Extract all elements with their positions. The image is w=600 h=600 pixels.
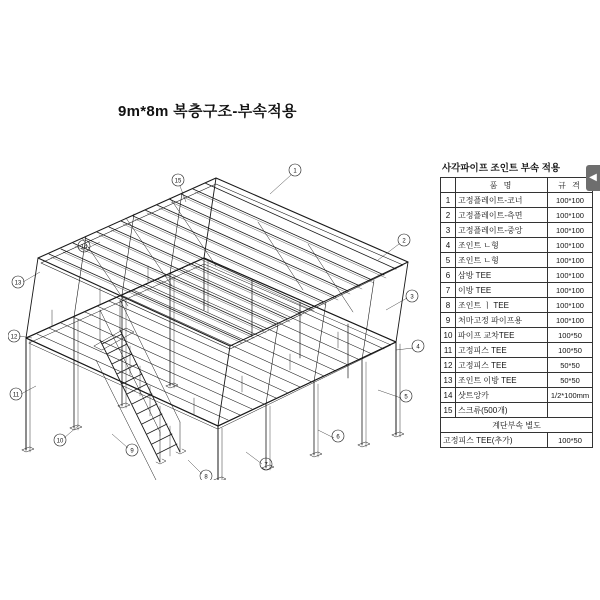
row-spec: 100*50	[548, 328, 593, 343]
column-header-spec: 규 격	[548, 178, 593, 193]
svg-text:8: 8	[204, 474, 208, 480]
row-name: 조인트 ㄴ형	[456, 253, 548, 268]
svg-text:7: 7	[264, 462, 268, 469]
row-name: 고정플레이트-측면	[456, 208, 548, 223]
column-header-name: 품 명	[456, 178, 548, 193]
row-spec: 100*100	[548, 208, 593, 223]
row-spec	[548, 403, 593, 418]
svg-text:2: 2	[402, 238, 406, 245]
row-no: 8	[441, 298, 456, 313]
table-row	[441, 358, 593, 373]
row-spec: 1/2*100mm	[548, 388, 593, 403]
row-no: 3	[441, 223, 456, 238]
table-row	[441, 388, 593, 403]
row-spec: 100*50	[548, 343, 593, 358]
table-row	[441, 403, 593, 418]
row-no: 11	[441, 343, 456, 358]
row-name: 삼방 TEE	[456, 268, 548, 283]
svg-text:14: 14	[80, 244, 88, 251]
row-spec: 100*100	[548, 283, 593, 298]
table-row	[441, 313, 593, 328]
footer-row-spec: 100*50	[548, 433, 593, 448]
row-no: 12	[441, 358, 456, 373]
table-row	[441, 343, 593, 358]
table-row	[441, 193, 593, 208]
row-no: 7	[441, 283, 456, 298]
row-no: 6	[441, 268, 456, 283]
svg-text:11: 11	[12, 392, 20, 399]
stair-parts-note: 계단부속 별도	[441, 418, 593, 433]
row-name: 스크류(500개)	[456, 403, 548, 418]
parts-list-panel	[440, 160, 592, 448]
table-row	[441, 298, 593, 313]
column-header-no	[441, 178, 456, 193]
svg-text:1: 1	[293, 168, 297, 175]
row-spec: 100*100	[548, 223, 593, 238]
row-no: 1	[441, 193, 456, 208]
row-no: 14	[441, 388, 456, 403]
table-row	[441, 328, 593, 343]
row-spec: 100*100	[548, 253, 593, 268]
row-name: 이방 TEE	[456, 283, 548, 298]
row-name: 조인트 ㄴ형	[456, 238, 548, 253]
svg-text:13: 13	[14, 280, 22, 287]
sidebar-toggle-button[interactable]	[586, 165, 600, 191]
row-spec: 100*100	[548, 313, 593, 328]
table-footer-label-row	[441, 418, 593, 433]
footer-row-name: 고정피스 TEE(추가)	[441, 433, 548, 448]
table-row	[441, 223, 593, 238]
row-name: 처마고정 파이프용	[456, 313, 548, 328]
row-name: 고정플레이트-중앙	[456, 223, 548, 238]
row-no: 15	[441, 403, 456, 418]
table-row	[441, 268, 593, 283]
table-footer-row	[441, 433, 593, 448]
table-row	[441, 238, 593, 253]
row-no: 13	[441, 373, 456, 388]
row-name: 조인트 ㅣ TEE	[456, 298, 548, 313]
svg-text:10: 10	[56, 438, 64, 445]
svg-text:15: 15	[174, 178, 182, 185]
chevron-left-icon: ◀	[589, 172, 597, 183]
row-name: 파이프 교차TEE	[456, 328, 548, 343]
row-spec: 50*50	[548, 358, 593, 373]
row-name: 고정플레이트-코너	[456, 193, 548, 208]
table-header-row	[441, 178, 593, 193]
parts-table-caption: 사각파이프 조인트 부속 적용	[442, 163, 561, 174]
row-spec: 100*100	[548, 268, 593, 283]
row-name: 조인트 이방 TEE	[456, 373, 548, 388]
row-no: 4	[441, 238, 456, 253]
parts-table	[440, 177, 593, 448]
row-spec: 100*100	[548, 193, 593, 208]
table-row	[441, 253, 593, 268]
svg-text:12: 12	[10, 334, 18, 341]
svg-text:5: 5	[404, 394, 408, 401]
row-no: 10	[441, 328, 456, 343]
svg-text:9: 9	[130, 448, 134, 455]
row-name: 고정피스 TEE	[456, 343, 548, 358]
svg-text:4: 4	[416, 344, 420, 351]
page-title: 9m*8m 복층구조-부속적용	[118, 103, 297, 120]
row-no: 2	[441, 208, 456, 223]
row-spec: 100*100	[548, 238, 593, 253]
table-row	[441, 208, 593, 223]
table-row	[441, 373, 593, 388]
structure-drawing	[8, 150, 428, 480]
row-no: 5	[441, 253, 456, 268]
row-no: 9	[441, 313, 456, 328]
row-spec: 50*50	[548, 373, 593, 388]
row-spec: 100*100	[548, 298, 593, 313]
table-row	[441, 283, 593, 298]
row-name: 고정피스 TEE	[456, 358, 548, 373]
svg-text:3: 3	[410, 294, 414, 301]
svg-text:6: 6	[336, 434, 340, 441]
row-name: 샷트앙카	[456, 388, 548, 403]
